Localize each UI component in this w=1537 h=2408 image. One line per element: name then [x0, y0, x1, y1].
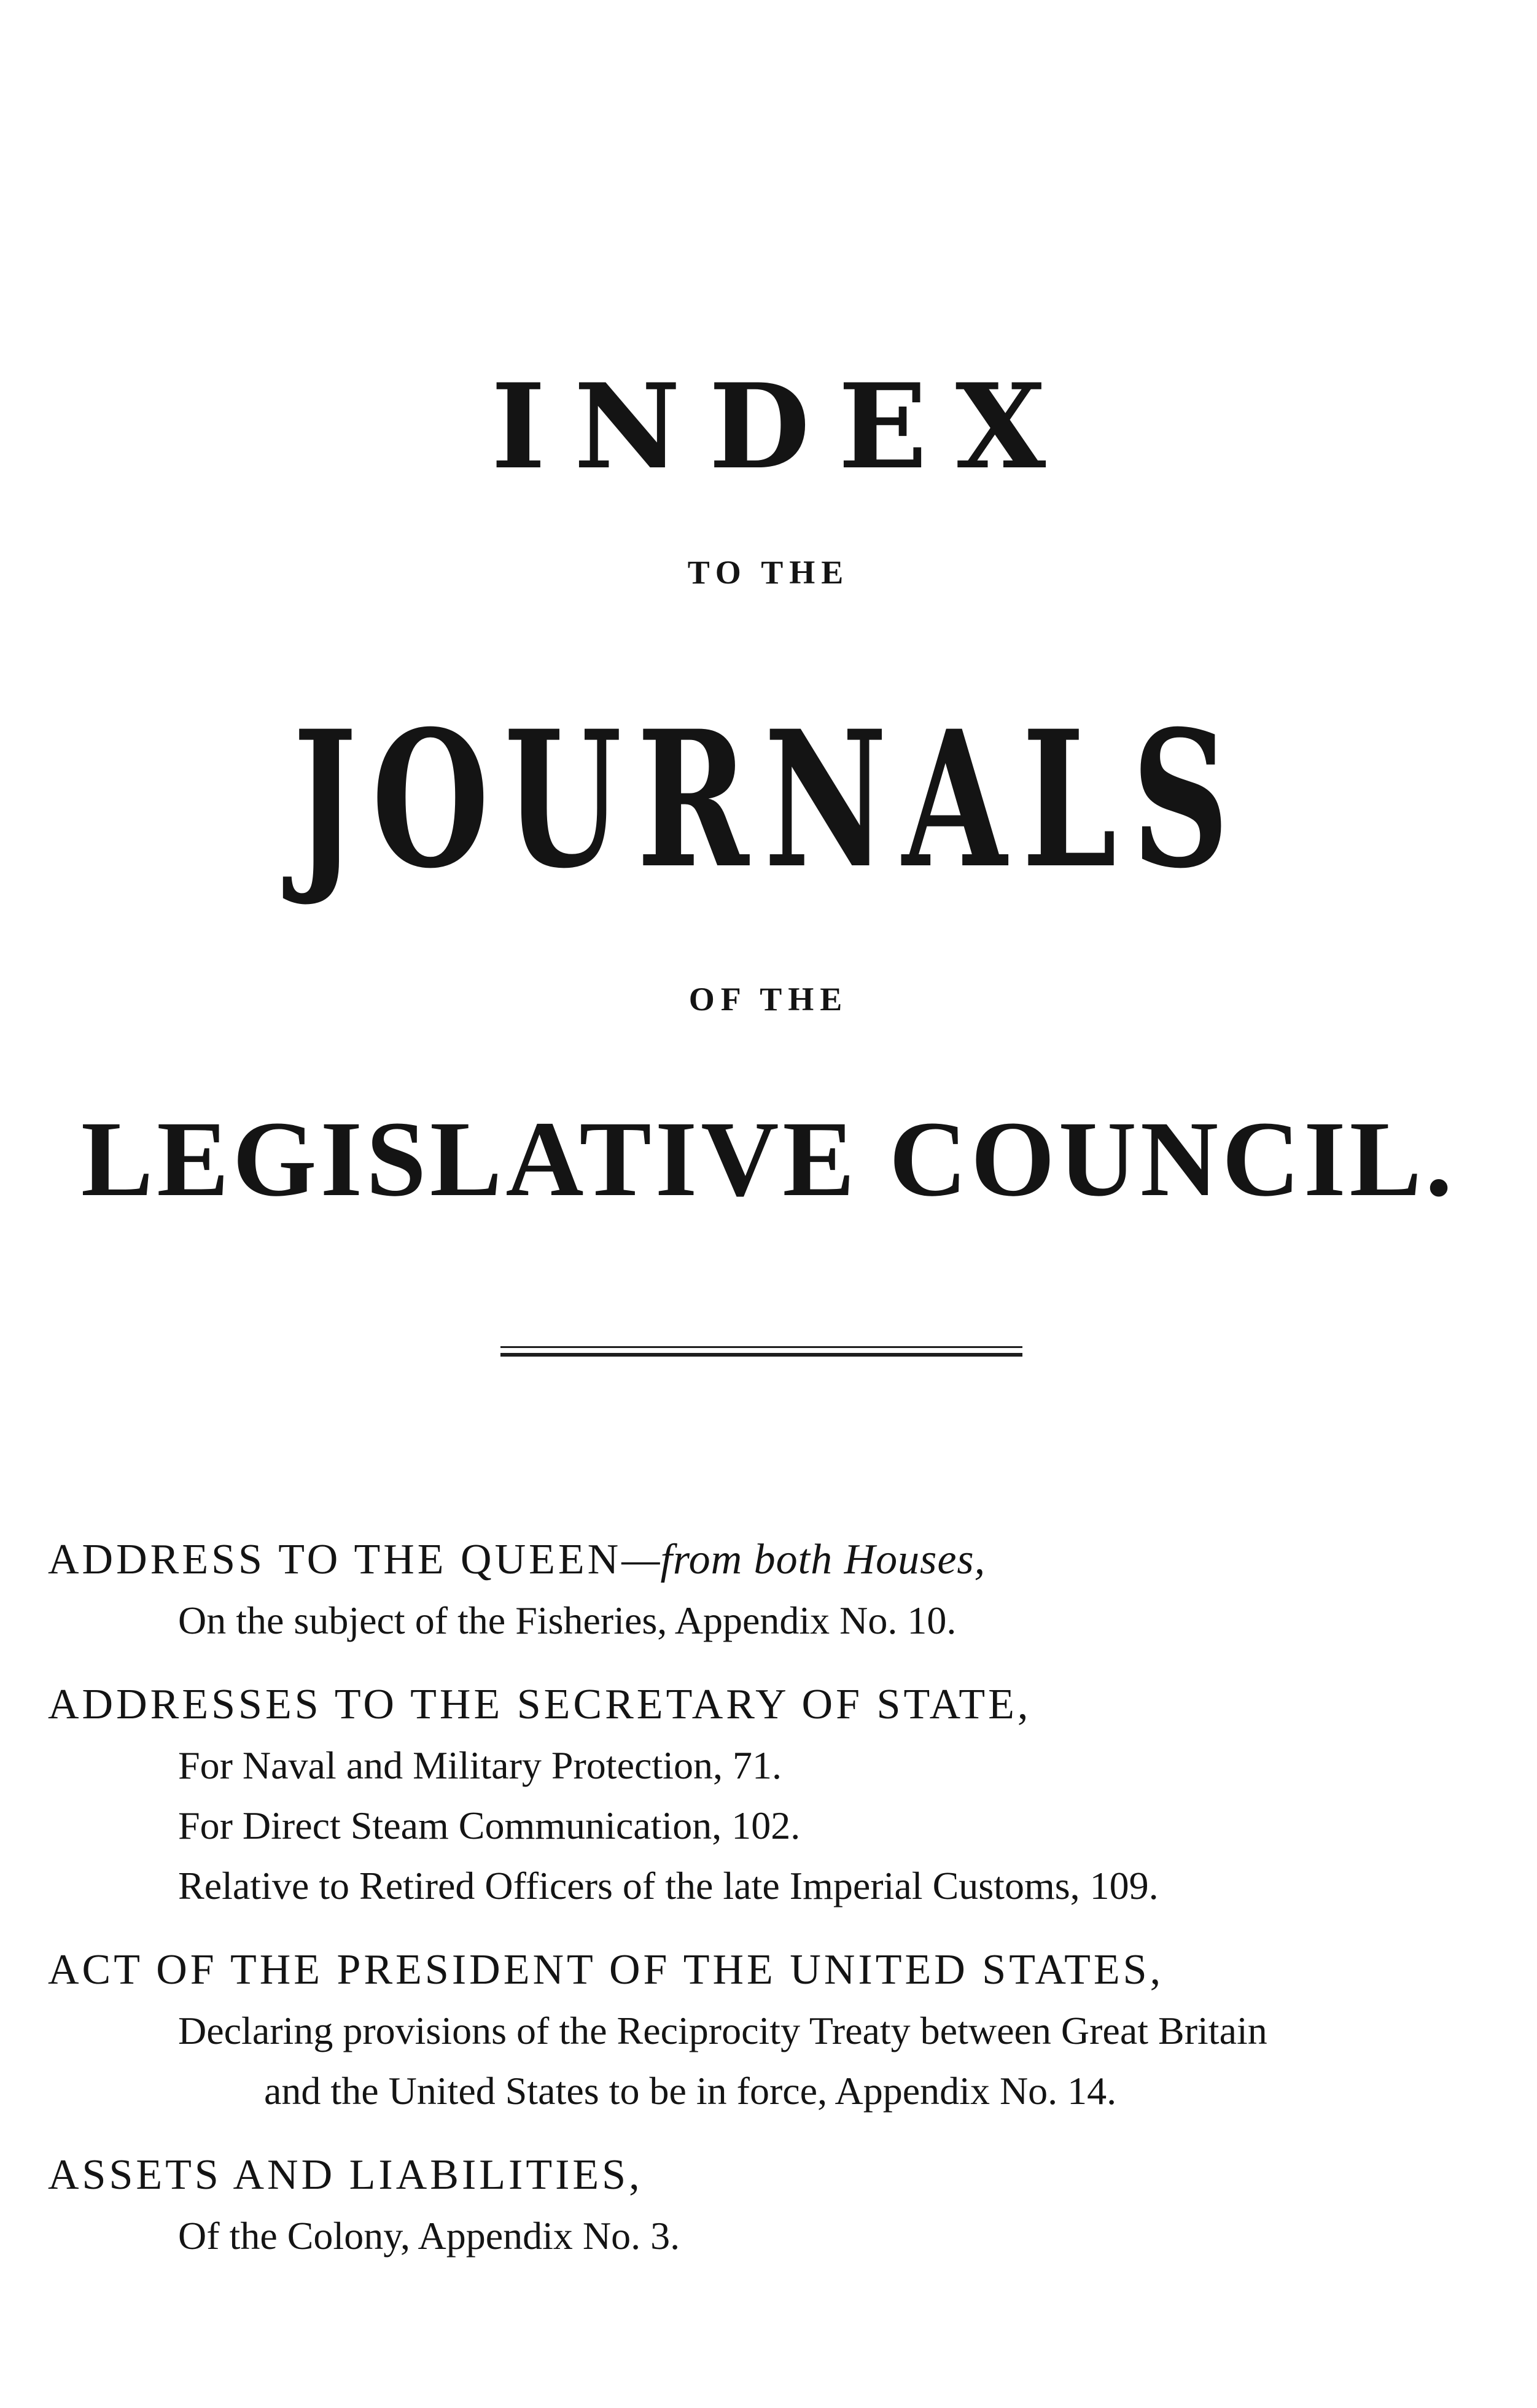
to-the-label: TO THE: [687, 554, 850, 591]
index-entry: [0, 2145, 1537, 2266]
of-the-label: OF THE: [688, 981, 849, 1018]
entry-line: On the subject of the Fisheries, Appendix No. 10.: [178, 1599, 957, 1642]
entry-line: Of the Colony, Appendix No. 3.: [178, 2214, 680, 2258]
index-entry: [0, 1529, 1537, 1651]
entry-line: Declaring provisions of the Reciprocity Treaty between Great Britain: [178, 2009, 1267, 2052]
entry-line: For Naval and Military Protection, 71.: [178, 1744, 782, 1787]
entry-heading: ASSETS AND LIABILITIES,: [48, 2151, 643, 2199]
entry-heading: ACT OF THE PRESIDENT OF THE UNITED STATES,: [48, 1946, 1164, 1993]
index-entry: [0, 1939, 1537, 2121]
entry-heading-italic: —from both Houses,: [621, 1536, 986, 1583]
entry-line: Relative to Retired Officers of the late Imperial Customs, 109.: [178, 1864, 1159, 1907]
council-title: LEGISLATIVE COUNCIL.: [80, 1099, 1457, 1219]
entry-heading: ADDRESS TO THE QUEEN—from both Houses,: [48, 1536, 986, 1583]
entry-heading: ADDRESSES TO THE SECRETARY OF STATE,: [48, 1681, 1032, 1728]
double-rule-divider: [500, 1346, 1022, 1357]
entry-line-continuation: and the United States to be in force, Appendix No. 14.: [264, 2069, 1117, 2113]
index-entry: [0, 1674, 1537, 1916]
index-entries: [0, 1529, 1537, 2289]
entry-line: For Direct Steam Communication, 102.: [178, 1804, 801, 1847]
journals-title: JOURNALS: [292, 690, 1245, 910]
index-title: INDEX: [491, 358, 1075, 495]
